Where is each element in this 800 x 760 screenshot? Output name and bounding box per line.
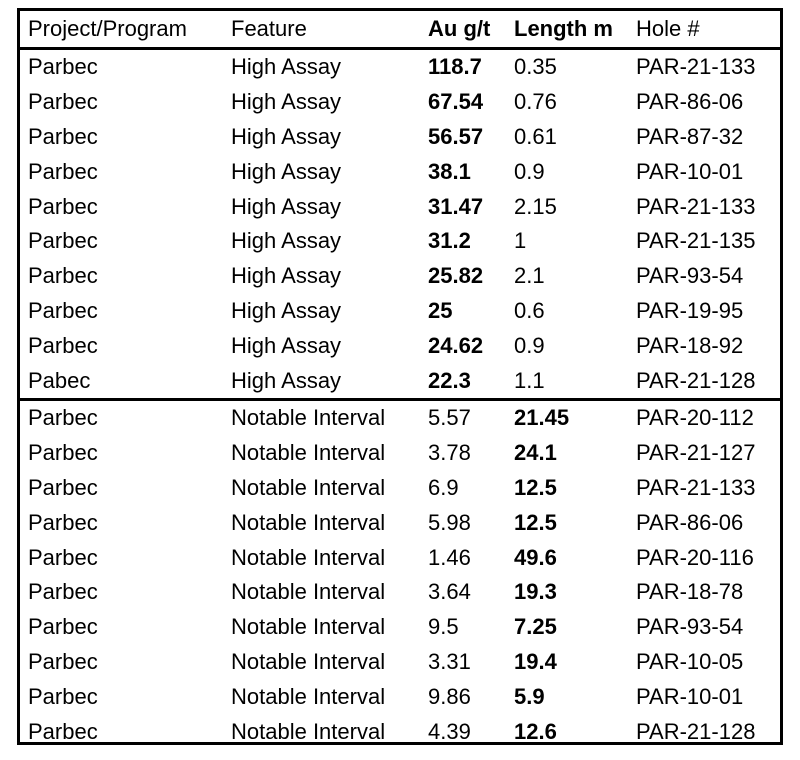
cell-project: Parbec bbox=[28, 544, 98, 570]
header-row bbox=[20, 11, 780, 49]
cell-length: 19.4 bbox=[514, 648, 557, 674]
cell-hole-number: PAR-21-133 bbox=[636, 54, 756, 80]
cell-hole-number: PAR-87-32 bbox=[636, 123, 744, 149]
notable-interval-row bbox=[20, 471, 780, 506]
cell-length: 0.9 bbox=[514, 332, 545, 358]
cell-feature: High Assay bbox=[231, 158, 342, 184]
cell-au-grade: 118.7 bbox=[428, 54, 482, 80]
cell-project: Parbec bbox=[28, 579, 98, 605]
cell-project: Parbec bbox=[28, 474, 98, 500]
cell-feature: Notable Interval bbox=[231, 474, 386, 500]
cell-hole-number: PAR-10-01 bbox=[636, 158, 744, 184]
cell-au-grade: 25.82 bbox=[428, 263, 484, 289]
cell-feature: High Assay bbox=[231, 332, 342, 358]
cell-length: 1.1 bbox=[514, 367, 545, 393]
cell-hole-number: PAR-20-116 bbox=[636, 544, 754, 570]
cell-project: Parbec bbox=[28, 123, 98, 149]
cell-au-grade: 56.57 bbox=[428, 123, 484, 149]
high-assay-row bbox=[20, 294, 780, 329]
cell-au-grade: 24.62 bbox=[428, 332, 484, 358]
cell-au-grade: 31.47 bbox=[428, 193, 484, 219]
cell-hole-number: PAR-21-128 bbox=[636, 367, 756, 393]
cell-length: 19.3 bbox=[514, 579, 557, 605]
cell-project: Parbec bbox=[28, 614, 98, 640]
high-assay-row bbox=[20, 363, 780, 399]
high-assay-row bbox=[20, 328, 780, 363]
cell-feature: High Assay bbox=[231, 228, 342, 254]
cell-feature: Notable Interval bbox=[231, 440, 386, 466]
cell-length: 12.6 bbox=[514, 718, 557, 744]
cell-length: 24.1 bbox=[514, 440, 557, 466]
notable-interval-row bbox=[20, 399, 780, 435]
cell-project: Parbec bbox=[28, 54, 98, 80]
cell-hole-number: PAR-93-54 bbox=[636, 614, 744, 640]
cell-length: 12.5 bbox=[514, 509, 557, 535]
cell-au-grade: 22.3 bbox=[428, 367, 471, 393]
cell-feature: Notable Interval bbox=[231, 509, 386, 535]
cell-au-grade: 9.5 bbox=[428, 614, 459, 640]
cell-au-grade: 25 bbox=[428, 297, 453, 323]
cell-project: Parbec bbox=[28, 297, 98, 323]
cell-project: Parbec bbox=[28, 683, 98, 709]
cell-feature: Notable Interval bbox=[231, 579, 386, 605]
cell-au-grade: 5.98 bbox=[428, 509, 471, 535]
notable-interval-row bbox=[20, 436, 780, 471]
cell-au-grade: 3.78 bbox=[428, 440, 471, 466]
cell-project: Parbec bbox=[28, 440, 98, 466]
cell-length: 21.45 bbox=[506, 399, 628, 435]
cell-project: Parbec bbox=[28, 89, 98, 115]
cell-project: Pabec bbox=[28, 367, 91, 393]
cell-au-grade: 6.9 bbox=[428, 474, 459, 500]
cell-length: 0.61 bbox=[514, 123, 557, 149]
cell-length: 2.1 bbox=[514, 263, 545, 289]
cell-feature: Notable Interval bbox=[231, 648, 386, 674]
high-assay-row bbox=[20, 85, 780, 120]
cell-feature: High Assay bbox=[231, 297, 342, 323]
header-feature: Feature bbox=[223, 11, 420, 49]
cell-project: Parbec bbox=[28, 648, 98, 674]
cell-feature: Notable Interval bbox=[231, 614, 386, 640]
cell-au-grade: 38.1 bbox=[428, 158, 471, 184]
high-assay-row bbox=[20, 120, 780, 155]
cell-length: 0.76 bbox=[514, 89, 557, 115]
assay-results-table bbox=[20, 11, 780, 749]
notable-interval-row bbox=[20, 610, 780, 645]
notable-interval-row bbox=[20, 505, 780, 540]
cell-feature: Notable Interval bbox=[223, 399, 420, 435]
cell-hole-number: PAR-21-128 bbox=[636, 718, 756, 744]
cell-feature: High Assay bbox=[231, 89, 342, 115]
notable-interval-row bbox=[20, 575, 780, 610]
cell-length: 0.35 bbox=[514, 54, 557, 80]
cell-feature: Notable Interval bbox=[231, 683, 386, 709]
notable-interval-row bbox=[20, 540, 780, 575]
cell-feature: High Assay bbox=[231, 193, 342, 219]
cell-hole-number: PAR-21-135 bbox=[636, 228, 756, 254]
cell-hole-number: PAR-10-05 bbox=[636, 648, 744, 674]
cell-feature: High Assay bbox=[231, 367, 342, 393]
cell-project: Parbec bbox=[28, 332, 98, 358]
header-length: Length m bbox=[506, 11, 628, 49]
cell-project: Parbec bbox=[28, 509, 98, 535]
high-assay-row bbox=[20, 224, 780, 259]
header-project-program: Project/Program bbox=[20, 11, 223, 49]
cell-au-grade: 4.39 bbox=[428, 718, 471, 744]
cell-feature: High Assay bbox=[231, 123, 342, 149]
cell-length: 5.9 bbox=[514, 683, 545, 709]
cell-au-grade: 67.54 bbox=[428, 89, 484, 115]
high-assay-row bbox=[20, 154, 780, 189]
cell-au-grade: 5.57 bbox=[420, 399, 506, 435]
notable-interval-row bbox=[20, 714, 780, 749]
cell-feature: High Assay bbox=[231, 263, 342, 289]
cell-length: 12.5 bbox=[514, 474, 557, 500]
high-assay-row bbox=[20, 259, 780, 294]
assay-table-sheet bbox=[17, 8, 783, 745]
cell-au-grade: 3.31 bbox=[428, 648, 471, 674]
header-au-grade: Au g/t bbox=[420, 11, 506, 49]
cell-length: 0.6 bbox=[514, 297, 545, 323]
header-hole-number: Hole # bbox=[628, 11, 780, 49]
cell-length: 7.25 bbox=[514, 614, 557, 640]
cell-project: Parbec bbox=[28, 718, 98, 744]
cell-au-grade: 1.46 bbox=[428, 544, 471, 570]
cell-hole-number: PAR-86-06 bbox=[636, 89, 744, 115]
cell-project: Parbec bbox=[28, 263, 98, 289]
cell-length: 0.9 bbox=[514, 158, 545, 184]
cell-hole-number: PAR-21-133 bbox=[636, 474, 756, 500]
cell-hole-number: PAR-18-78 bbox=[636, 579, 744, 605]
cell-au-grade: 3.64 bbox=[428, 579, 471, 605]
cell-feature: High Assay bbox=[231, 54, 342, 80]
cell-project: Parbec bbox=[20, 399, 223, 435]
cell-hole-number: PAR-19-95 bbox=[636, 297, 744, 323]
notable-interval-row bbox=[20, 679, 780, 714]
cell-project: Parbec bbox=[28, 228, 98, 254]
cell-length: 49.6 bbox=[514, 544, 557, 570]
cell-feature: Notable Interval bbox=[231, 544, 386, 570]
cell-length: 2.15 bbox=[514, 193, 557, 219]
cell-au-grade: 31.2 bbox=[428, 228, 471, 254]
cell-project: Parbec bbox=[28, 158, 98, 184]
cell-project: Parbec bbox=[28, 193, 98, 219]
table-body bbox=[20, 49, 780, 749]
cell-hole-number: PAR-10-01 bbox=[636, 683, 744, 709]
high-assay-row bbox=[20, 49, 780, 85]
cell-hole-number: PAR-21-127 bbox=[636, 440, 756, 466]
cell-feature: Notable Interval bbox=[231, 718, 386, 744]
cell-hole-number: PAR-93-54 bbox=[636, 263, 744, 289]
notable-interval-row bbox=[20, 645, 780, 680]
cell-au-grade: 9.86 bbox=[428, 683, 471, 709]
cell-hole-number: PAR-21-133 bbox=[636, 193, 756, 219]
cell-hole-number: PAR-18-92 bbox=[636, 332, 744, 358]
cell-length: 1 bbox=[514, 228, 527, 254]
cell-hole-number: PAR-20-112 bbox=[628, 399, 780, 435]
high-assay-row bbox=[20, 189, 780, 224]
cell-hole-number: PAR-86-06 bbox=[636, 509, 744, 535]
